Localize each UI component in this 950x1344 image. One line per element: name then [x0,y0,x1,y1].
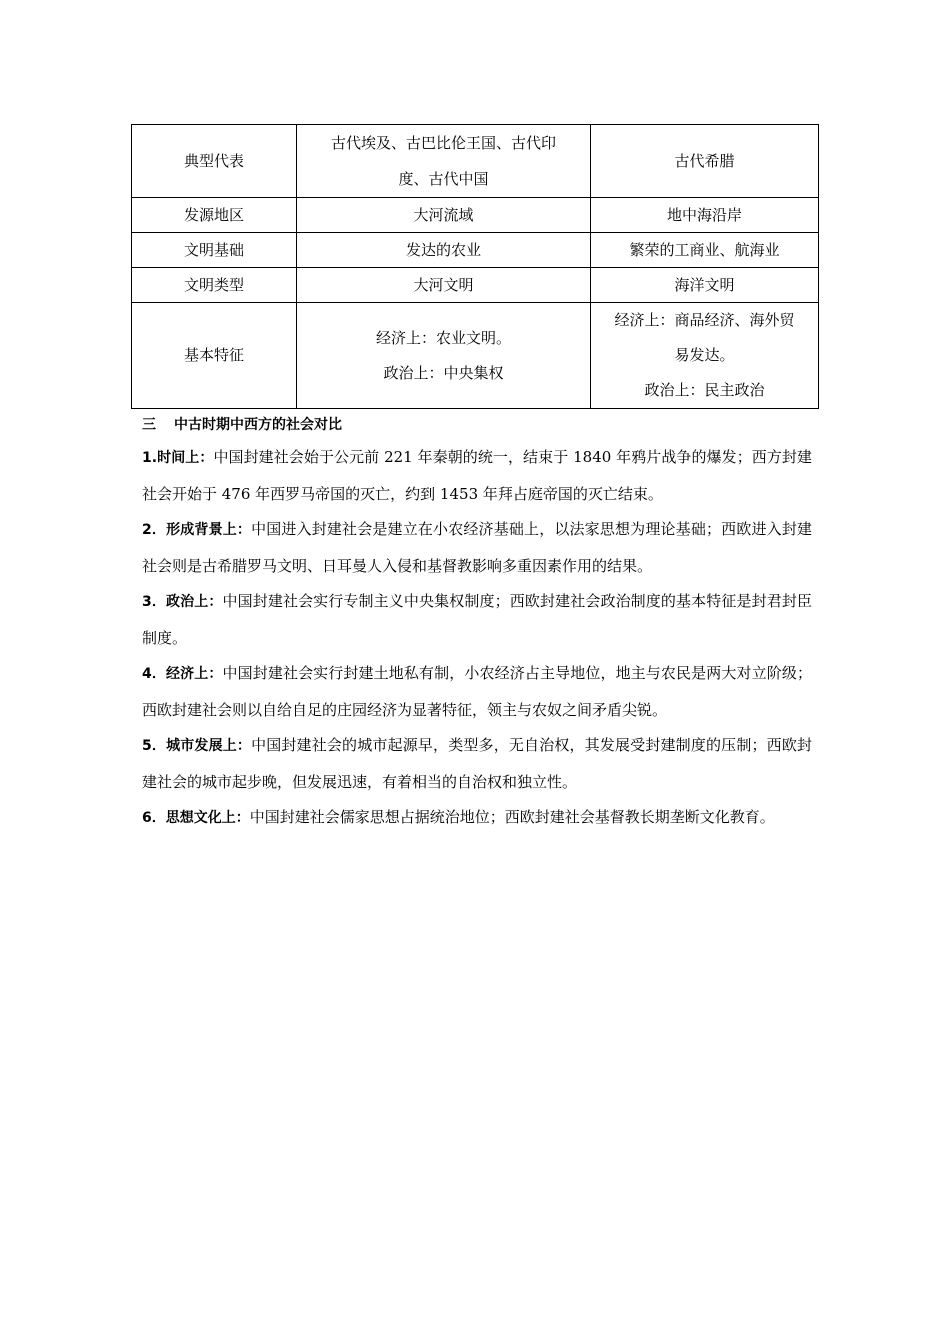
section-content [142,410,812,837]
west-cell: 繁荣的工商业、航海业 [591,233,819,268]
row-label: 文明基础 [132,233,297,268]
point-paragraph [142,440,812,512]
east-cell: 发达的农业 [297,233,591,268]
table-row [132,125,819,198]
east-cell [297,125,591,198]
point-label: 6．思想文化上： [142,810,250,826]
cell-line: 易发达。 [674,346,735,364]
east-cell: 大河文明 [297,268,591,303]
row-label: 基本特征 [132,303,297,409]
point-text: 中国封建社会始于公元前 221 年秦朝的统一，结束于 1840 年鸦片战争的爆发；西方封建社会开始于 476 年西罗马帝国的灭亡，约到 1453 年拜占庭帝国的灭亡结束。 [142,448,813,503]
point-text: 中国进入封建社会是建立在小农经济基础上，以法家思想为理论基础；西欧进入封建社会则是古希腊罗马文明、日耳曼人入侵和基督教影响多重因素作用的结果。 [142,520,812,575]
table-row [132,268,819,303]
point-label: 4．经济上： [142,666,223,682]
point-paragraph [142,512,812,584]
section-title: 中古时期中西方的社会对比 [174,417,342,433]
point-text: 中国封建社会儒家思想占据统治地位；西欧封建社会基督教长期垄断文化教育。 [249,808,775,826]
cell-line: 经济上：农业文明。 [375,328,511,347]
section-number: 三 [142,417,156,433]
cell-line: 政治上：民主政治 [644,381,765,399]
cell-line: 古代埃及、古巴比伦王国、古代印 [330,134,556,152]
point-label: 5．城市发展上： [142,738,252,754]
point-paragraph [142,584,812,656]
point-label: 1.时间上： [142,450,214,466]
point-label: 3．政治上： [142,594,223,610]
table-row [132,198,819,233]
comparison-table [131,124,819,409]
west-cell [591,125,819,198]
cell-line: 经济上：商品经济、海外贸 [614,311,795,329]
row-label: 发源地区 [132,198,297,233]
cell-line: 度、古代中国 [398,170,489,188]
west-cell [591,303,819,409]
cell-line: 政治上：中央集权 [383,363,504,382]
west-cell: 海洋文明 [591,268,819,303]
row-label: 典型代表 [132,125,297,198]
west-cell: 地中海沿岸 [591,198,819,233]
east-cell: 大河流域 [297,198,591,233]
point-paragraph [142,800,812,837]
table-row [132,303,819,409]
point-paragraph [142,728,812,800]
point-label: 2．形成背景上： [142,522,252,538]
table-row [132,233,819,268]
point-text: 中国封建社会的城市起源早，类型多，无自治权，其发展受封建制度的压制；西欧封建社会的城市起步晚，但发展迅速，有着相当的自治权和独立性。 [142,736,812,791]
point-text: 中国封建社会实行专制主义中央集权制度；西欧封建社会政治制度的基本特征是封君封臣制度。 [142,592,812,647]
point-text: 中国封建社会实行封建土地私有制，小农经济占主导地位，地主与农民是两大对立阶级；西欧封建社会则以自给自足的庄园经济为显著特征，领主与农奴之间矛盾尖锐。 [142,664,812,719]
point-paragraph [142,656,812,728]
section-heading [142,410,812,440]
row-label: 文明类型 [132,268,297,303]
cell-line: 古代希腊 [674,152,735,170]
east-cell [297,303,591,409]
